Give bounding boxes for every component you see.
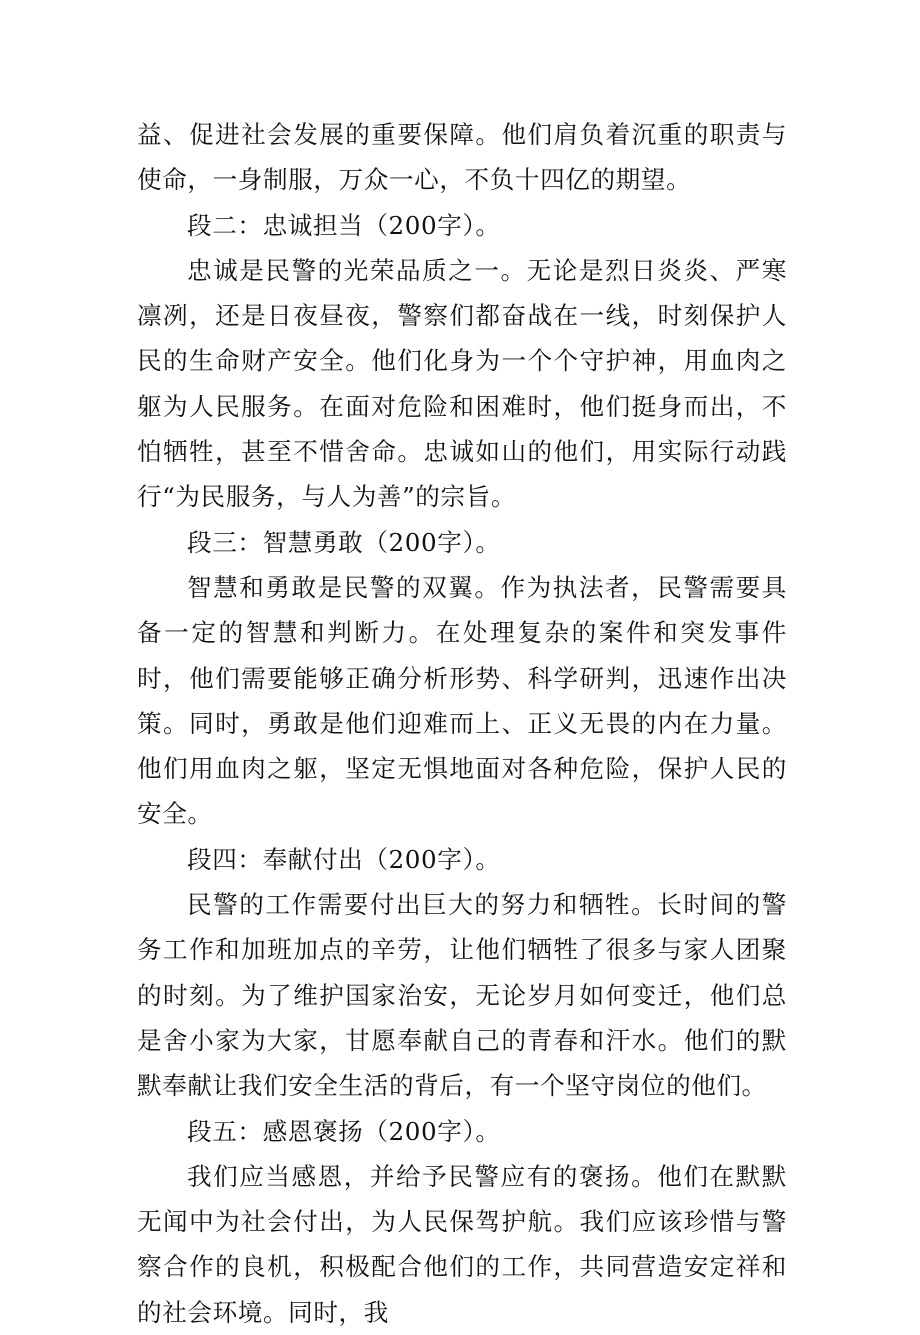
section-body-5: 我们应当感恩，并给予民警应有的褒扬。他们在默默无闻中为社会付出，为人民保驾护航。我们应该珍惜与警察合作的良机，积极配合他们的工作，共同营造安定祥和的社会环境。同时，我 — [137, 1161, 787, 1327]
section-body-4: 民警的工作需要付出巨大的努力和牺牲。长时间的警务工作和加班加点的辛劳，让他们牺牲了很多与家人团聚的时刻。为了维护国家治安，无论岁月如何变迁，他们总是舍小家为大家，甘愿奉献自己的青春和汗水。他们的默默奉献让我们安全生活的背后，有一个坚守岗位的他们。 — [137, 890, 787, 1101]
section-body-2: 忠诚是民警的光荣品质之一。无论是烈日炎炎、严寒凛冽，还是日夜昼夜，警察们都奋战在一线，时刻保护人民的生命财产安全。他们化身为一个个守护神，用血肉之躯为人民服务。在面对危险和困难时，他们挺身而出，不怕牺牲，甚至不惜舍命。忠诚如山的他们，用实际行动践行“为民服务，与人为善”的宗旨。 — [137, 255, 787, 512]
section-heading-4: 段四：奉献付出（200字）。 — [187, 844, 501, 874]
section-heading-3: 段三：智慧勇敢（200字）。 — [187, 527, 501, 557]
section-heading-2: 段二：忠诚担当（200字）。 — [187, 210, 501, 240]
section-body-3: 智慧和勇敢是民警的双翼。作为执法者，民警需要具备一定的智慧和判断力。在处理复杂的案件和突发事件时，他们需要能够正确分析形势、科学研判，迅速作出决策。同时，勇敢是他们迎难而上、正义无畏的内在力量。他们用血肉之躯，坚定无惧地面对各种危险，保护人民的安全。 — [137, 572, 787, 829]
document-body — [137, 112, 787, 1335]
section-heading-5: 段五：感恩褒扬（200字）。 — [187, 1116, 501, 1146]
continuation-paragraph: 益、促进社会发展的重要保障。他们肩负着沉重的职责与使命，一身制服，万众一心，不负十四亿的期望。 — [137, 120, 787, 195]
